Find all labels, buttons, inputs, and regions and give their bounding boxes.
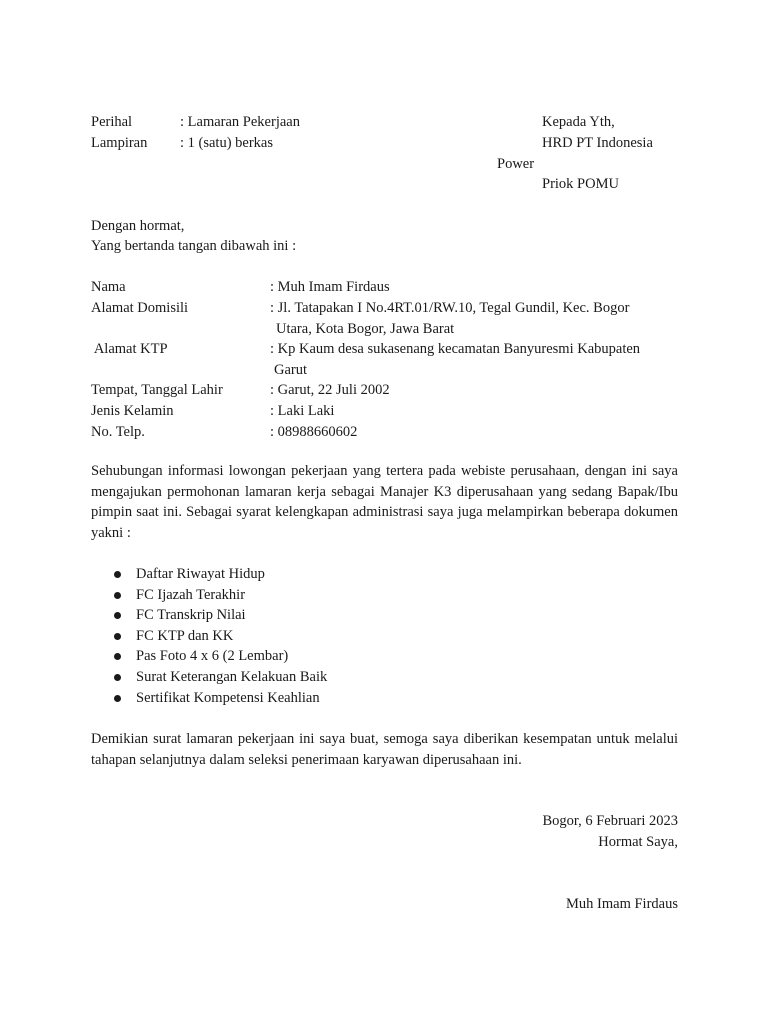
perihal-value: : Lamaran Pekerjaan: [180, 114, 300, 130]
identity-value-nama: : Muh Imam Firdaus: [270, 279, 390, 295]
list-item: Sertifikat Kompetensi Keahlian: [91, 688, 327, 709]
salutation: Hormat Saya,: [598, 834, 678, 850]
identity-label-ttl: Tempat, Tanggal Lahir: [91, 382, 223, 398]
identity-value-phone: : 08988660602: [270, 424, 358, 440]
greeting: Dengan hormat,: [91, 218, 185, 234]
bullet-icon: [114, 653, 121, 660]
bullet-icon: [114, 571, 121, 578]
list-item: FC Transkrip Nilai: [91, 605, 327, 626]
closing-paragraph: Demikian surat lamaran pekerjaan ini saya buat, semoga saya diberikan kesempatan untuk melalui tahapan selanjutnya dalam seleksi penerimaan karyawan diperusahaan ini.: [91, 731, 678, 768]
recipient-line-2: Power: [497, 156, 535, 172]
bullet-icon: [114, 592, 121, 599]
identity-value-gender: : Laki Laki: [270, 403, 335, 419]
kepada-yth: Kepada Yth,: [542, 114, 615, 130]
intro-line: Yang bertanda tangan dibawah ini :: [91, 238, 297, 254]
lampiran-label: Lampiran: [91, 135, 148, 151]
list-item: FC KTP dan KK: [91, 626, 327, 647]
identity-label-phone: No. Telp.: [91, 424, 145, 440]
document-list: [91, 564, 327, 708]
identity-label-domisili: Alamat Domisili: [91, 300, 189, 316]
identity-label-nama: Nama: [91, 279, 126, 295]
body-paragraph: Sehubungan informasi lowongan pekerjaan yang tertera pada webiste perusahaan, dengan ini saya mengajukan permohonan lamaran kerja sebagai Manajer K3 diperusahaan yang sedang Bapak/Ibu pimpin saat ini. Sebagai syarat kelengkapan administrasi saya juga melampirkan beberapa dokumen yakni :: [91, 463, 678, 541]
list-item: Daftar Riwayat Hidup: [91, 564, 327, 585]
bullet-icon: [114, 674, 121, 681]
list-item: Surat Keterangan Kelakuan Baik: [91, 667, 327, 688]
bullet-icon: [114, 695, 121, 702]
recipient-line-1: HRD PT Indonesia: [542, 135, 653, 151]
identity-label-gender: Jenis Kelamin: [91, 403, 174, 419]
place-date: Bogor, 6 Februari 2023: [542, 813, 678, 829]
perihal-label: Perihal: [91, 114, 133, 130]
recipient-line-3: Priok POMU: [542, 176, 619, 192]
lampiran-value: : 1 (satu) berkas: [180, 135, 274, 151]
bullet-icon: [114, 633, 121, 640]
identity-value-ktp-cont: Garut: [274, 362, 308, 378]
bullet-icon: [114, 612, 121, 619]
list-item: Pas Foto 4 x 6 (2 Lembar): [91, 646, 327, 667]
identity-value-ktp: : Kp Kaum desa sukasenang kecamatan Banyuresmi Kabupaten: [270, 341, 641, 357]
signatory-name: Muh Imam Firdaus: [566, 896, 678, 912]
identity-value-domisili-cont: Utara, Kota Bogor, Jawa Barat: [276, 321, 455, 337]
identity-value-domisili: : Jl. Tatapakan I No.4RT.01/RW.10, Tegal Gundil, Kec. Bogor: [270, 300, 630, 316]
identity-value-ttl: : Garut, 22 Juli 2002: [270, 382, 390, 398]
list-item: FC Ijazah Terakhir: [91, 585, 327, 606]
identity-label-ktp: Alamat KTP: [91, 341, 168, 357]
